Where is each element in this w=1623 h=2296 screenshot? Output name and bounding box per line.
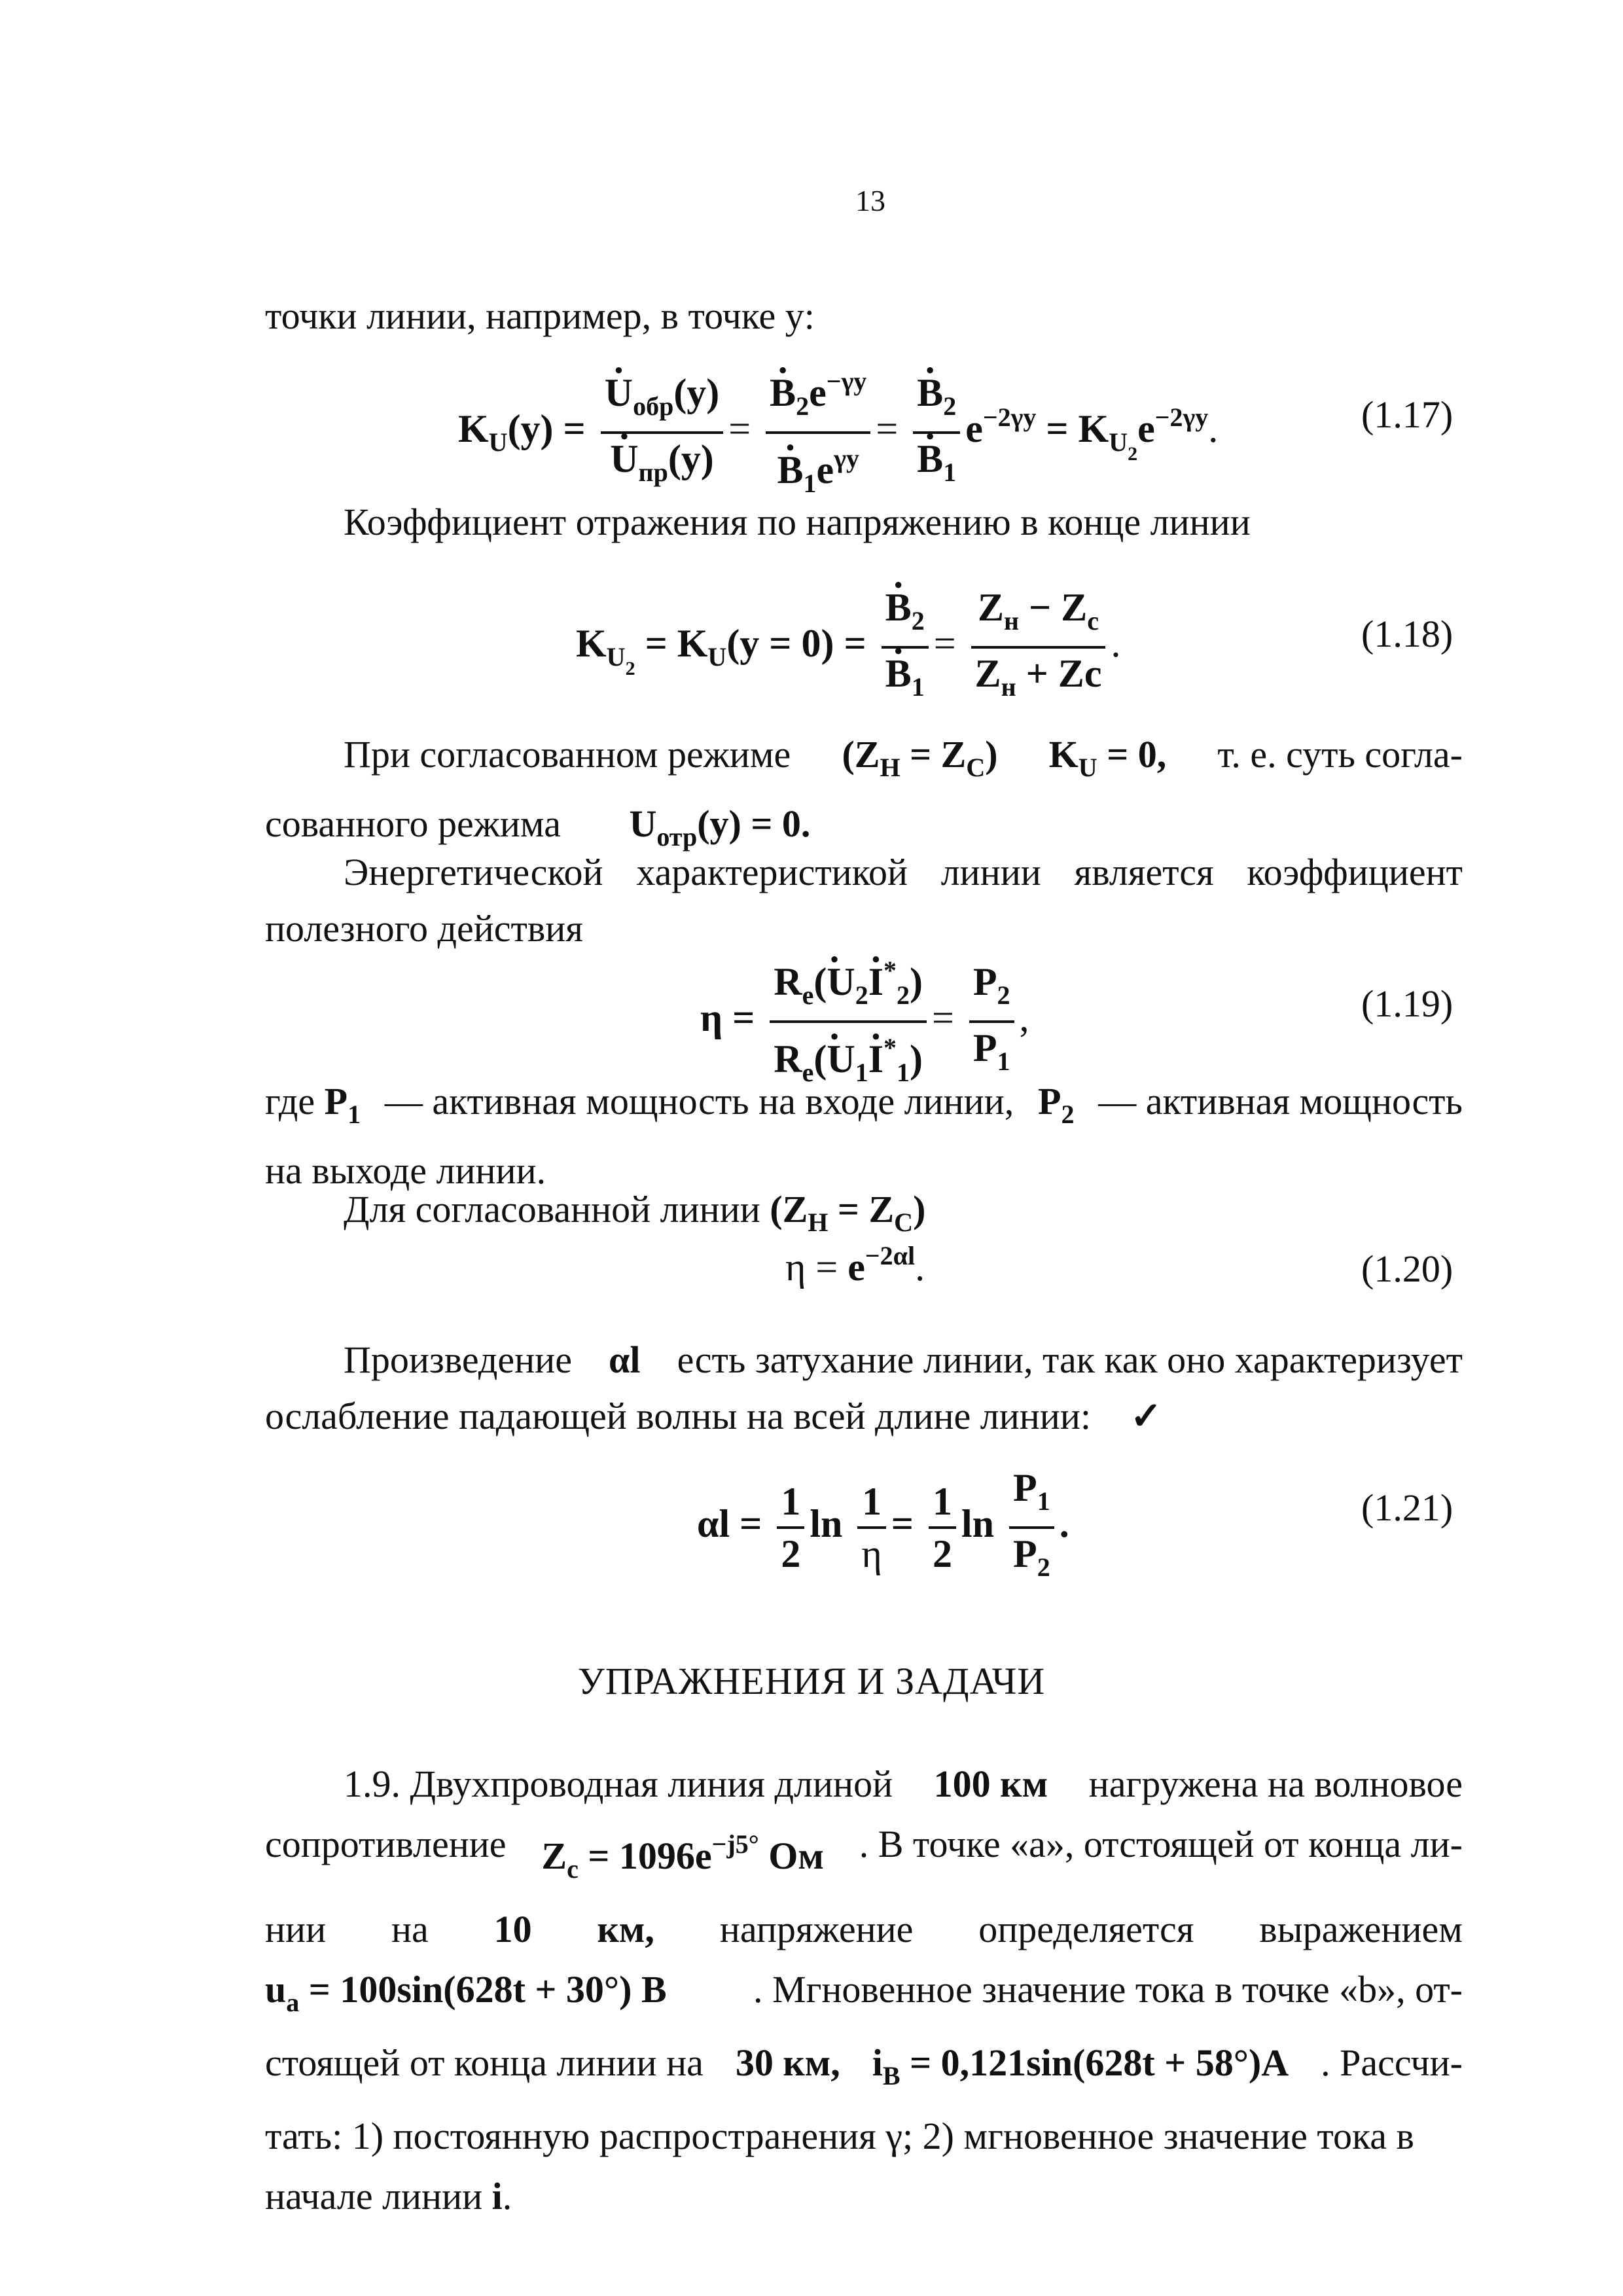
fraction-power: $\frac{P_2}{P_1}$: [969, 957, 1014, 1086]
equation-number-1-17: (1.17): [1361, 393, 1454, 436]
paragraph-where: где $P_1$ — активная мощность на входе линии, $P_2$ — активная мощность на выходе линии.: [265, 1080, 1463, 1192]
fraction-b2-b1: · $B_2$ · $B_1$: [882, 583, 929, 712]
equation-1-21: αl = $\frac{1}{2}$ ln $\frac{1}{\eta}$ = $\frac{1}{2}$ ln $\frac{P_1}{P_2}$ .: [697, 1463, 1069, 1592]
intro-line: точки линии, например, в точке y:: [265, 295, 815, 337]
paragraph-matched: При согласованном режиме $(Z_H = Z_C)$ $K_U = 0$, т. е. суть согла- сованного режима $U_{отр}(y) = 0$.: [265, 733, 1463, 852]
fraction-b-ratio: · $B_2$ · $B_1$: [913, 368, 960, 497]
section-heading: УПРАЖНЕНИЯ И ЗАДАЧИ: [577, 1660, 1046, 1702]
equation-number-1-18: (1.18): [1361, 613, 1454, 655]
paragraph-product: Произведение αl есть затухание линии, так как оно характеризует ослабление падающей волны на всей длине линии: ✓: [265, 1338, 1463, 1437]
equation-1-17: $K_U(y)$ = · $U_{обр}(y)$ · $U_{пр}(y)$ = · $B_2e^{-\gamma y}$ · $B_1e^{\gamma y}$ = · $B_2$ · $B_1$ $e^{-2\gamma y} = K_{U_2}e^{-2\gamma y}$.: [458, 357, 1218, 509]
problem-1-9: 1.9. Двухпроводная линия длиной 100 км нагружена на волновое сопротивление $Z_c = 1096e^{-j5^\circ}$ Ом . В точке «a», отстоящей от конца ли- нии на 10 км, напряжение определяется выражением $u_a = 100\sin(628t + 30^\circ)$ B . Мгновенное значение тока в точке «b», от- стоящей от конца линии на 30 км, $i_B = 0,121\sin(628t + 58^\circ)A$ . Рассчи- тать: 1) постоянную распространения γ; 2) мгновенное значение тока в начале линии i.: [265, 1763, 1463, 2217]
paragraph-energy: Энергетической характеристикой линии является коэффициент полезного действия: [265, 851, 1463, 950]
paragraph-reflection: Коэффициент отражения по напряжению в конце линии: [344, 501, 1251, 543]
fraction-u-ratio: · $U_{обр}(y)$ · $U_{пр}(y)$: [601, 368, 724, 497]
equation-number-1-21: (1.21): [1361, 1486, 1454, 1529]
equation-number-1-19: (1.19): [1361, 982, 1454, 1025]
check-mark-icon: ✓: [1130, 1395, 1162, 1437]
equation-number-1-20: (1.20): [1361, 1247, 1454, 1290]
fraction-impedance: $\frac{Z_н - Z_c}{Z_н + Zc}$: [971, 583, 1106, 712]
fraction-b-exp: · $B_2e^{-\gamma y}$ · $B_1e^{\gamma y}$: [766, 357, 870, 509]
equation-1-19: η = $\frac{R_e\cdot (U_2\cdot I^*_2)}{R_e\cdot (U_1\cdot I^*_1)}$ = $\frac{P_2}{P_1}$ ,: [700, 946, 1029, 1098]
paragraph-for-matched: Для согласованной линии $(Z_H = Z_C)$: [344, 1188, 926, 1237]
equation-1-18: $K_{U_2} = K_U(y = 0)$ = · $B_2$ · $B_1$ = $\frac{Z_н - Z_c}{Z_н + Zc}$ .: [576, 583, 1120, 712]
page-number: 13: [855, 184, 885, 217]
fraction-efficiency: $\frac{R_e\cdot (U_2\cdot I^*_2)}{R_e\cdot (U_1\cdot I^*_1)}$: [770, 946, 927, 1098]
equation-1-20: $\eta = e^{-2\alpha l}$.: [785, 1241, 925, 1289]
k-symbol: K: [458, 406, 489, 450]
